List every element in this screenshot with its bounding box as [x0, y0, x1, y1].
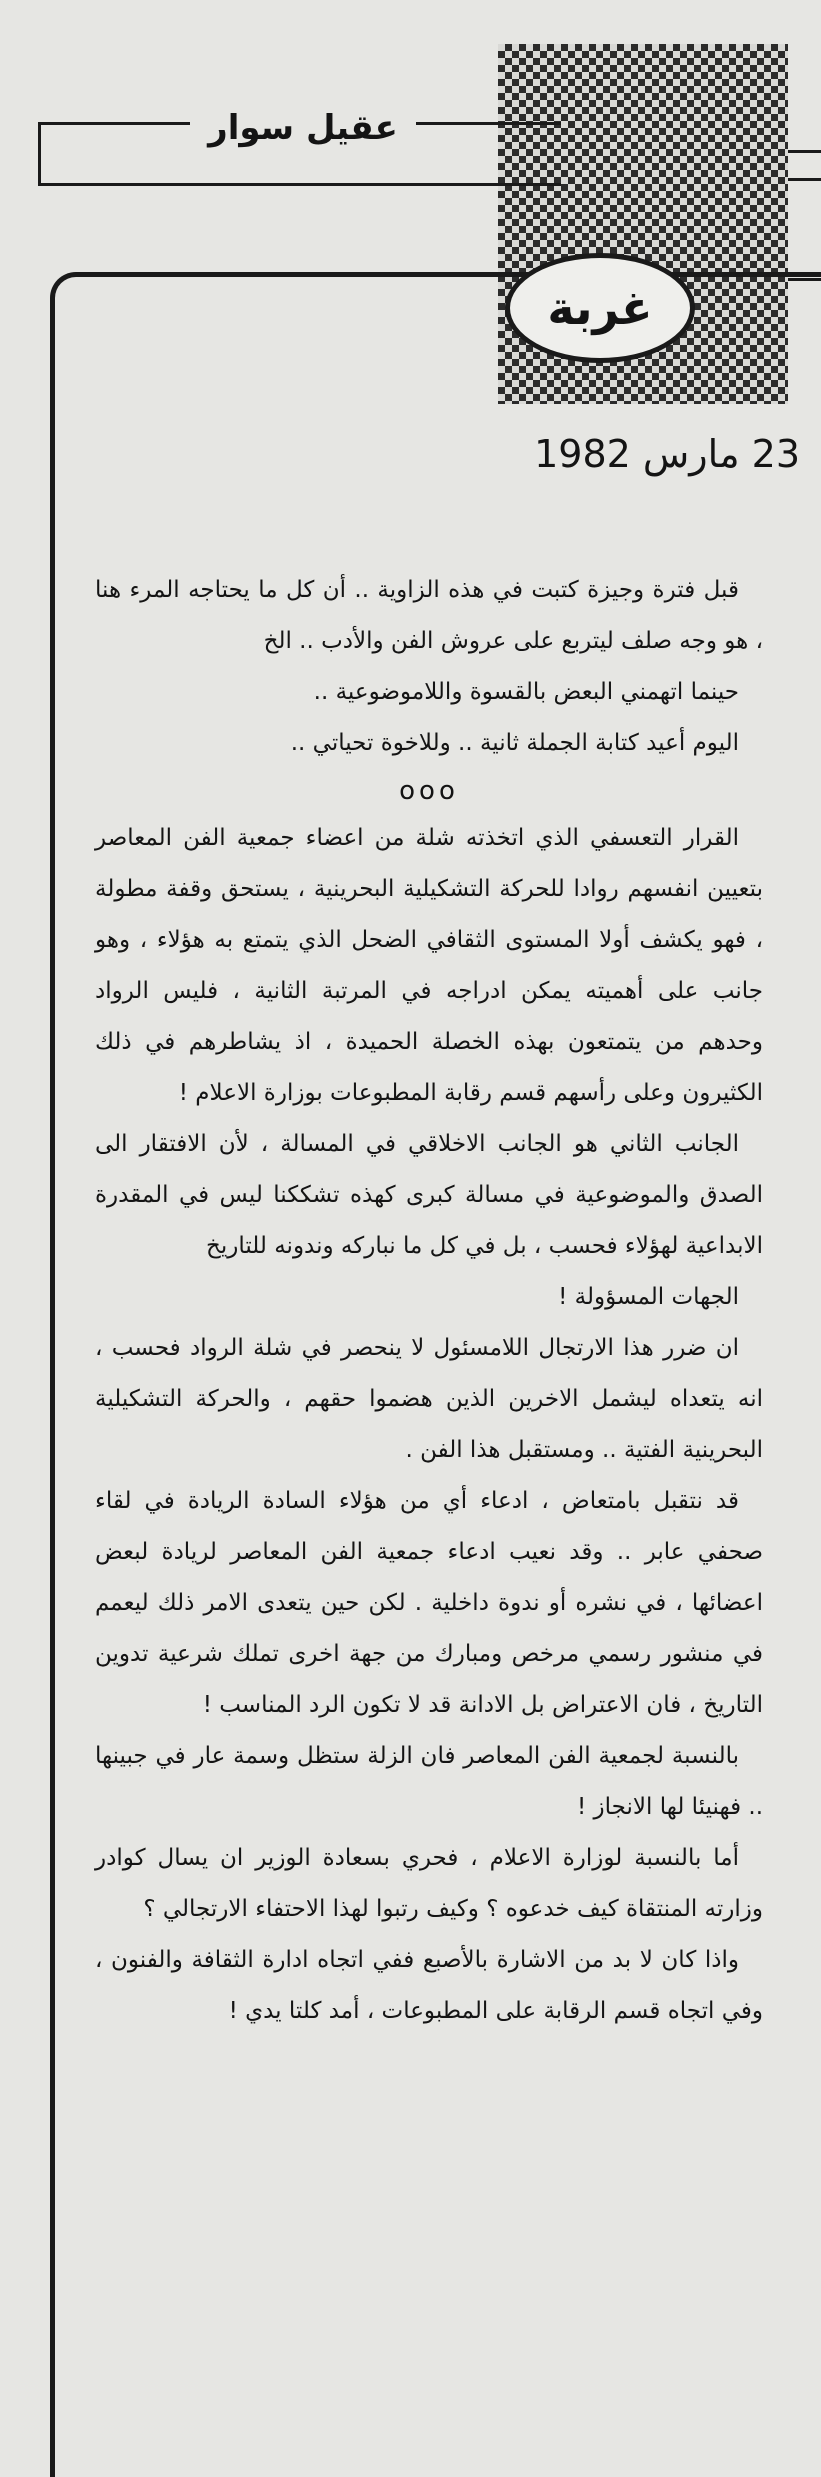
column-title-badge: [505, 253, 695, 363]
body-paragraph-8: واذا كان لا بد من الاشارة بالأصبع ففي اتجاه ادارة الثقافة والفنون ، وفي اتجاه قسم الرقابة على المطبوعات ، أمد كلتا يدي !: [95, 1947, 763, 2024]
body-paragraph-5: قد نتقبل بامتعاض ، ادعاء أي من هؤلاء السادة الريادة في لقاء صحفي عابر .. وقد نعيب ادعاء جمعية الفن المعاصر لريادة لبعض اعضائها ، في نشره أو ندوة داخلية . لكن حين يتعدى الامر ذلك ليعمم في منشور رسمي مرخص ومبارك من جهة اخرى تملك شرعية تدوين التاريخ ، فان الاعتراض بل الادانة قد لا تكون الرد المناسب !: [95, 1488, 763, 1718]
body-paragraph-1: القرار التعسفي الذي اتخذته شلة من اعضاء جمعية الفن المعاصر بتعيين انفسهم روادا للحركة التشكيلية البحرينية ، يستحق وقفة مطولة ، فهو يكشف أولا المستوى الثقافي الضحل الذي يتمتع به هؤلاء ، وهو جانب على أهميته يمكن ادراجه في المرتبة الثانية ، فليس الرواد وحدهم من يتمتعون بهذه الخصلة الحميدة ، اذ يشاطرهم في ذلك الكثيرون وعلى رأسهم قسم رقابة المطبوعات بوزارة الاعلام !: [95, 825, 763, 1106]
body-paragraph-4: ان ضرر هذا الارتجال اللامسئول لا ينحصر في شلة الرواد فحسب ، انه يتعداه ليشمل الاخرين الذين هضموا حقهم ، والحركة التشكيلية البحرينية الفتية .. ومستقبل هذا الفن .: [95, 1335, 763, 1463]
author-name: عقيل سوار: [190, 108, 416, 148]
section-separator: ooo: [399, 776, 459, 806]
article-date: 23 مارس 1982: [534, 432, 800, 476]
body-paragraph-2: الجانب الثاني هو الجانب الاخلاقي في المسالة ، لأن الافتقار الى الصدق والموضوعية في مسالة كبرى كهذه تشككنا ليس في المقدرة الابداعية لهؤلاء فحسب ، بل في كل ما نباركه وندونه للتاريخ: [95, 1131, 763, 1259]
article-body: [95, 565, 763, 2037]
right-rule-2: [788, 178, 821, 181]
body-paragraph-6: بالنسبة لجمعية الفن المعاصر فان الزلة ستظل وسمة عار في جبينها .. فهنيئا لها الانجاز !: [95, 1743, 763, 1820]
intro-paragraph-2: حينما اتهمني البعض بالقسوة واللاموضوعية ..: [313, 679, 739, 705]
intro-paragraph-3: اليوم أعيد كتابة الجملة ثانية .. وللاخوة تحياتي ..: [290, 730, 739, 756]
right-rule-1: [788, 150, 821, 153]
body-paragraph-3: الجهات المسؤولة !: [558, 1284, 739, 1310]
column-title: غربة: [547, 281, 653, 335]
intro-paragraph-1: قبل فترة وجيزة كتبت في هذه الزاوية .. أن كل ما يحتاجه المرء هنا ، هو وجه صلف ليتربع على عروش الفن والأدب .. الخ: [95, 577, 763, 654]
body-paragraph-7: أما بالنسبة لوزارة الاعلام ، فحري بسعادة الوزير ان يسال كوادر وزارته المنتقاة كيف خدعوه ؟ وكيف رتبوا لهذا الاحتفاء الارتجالي ؟: [95, 1845, 763, 1922]
